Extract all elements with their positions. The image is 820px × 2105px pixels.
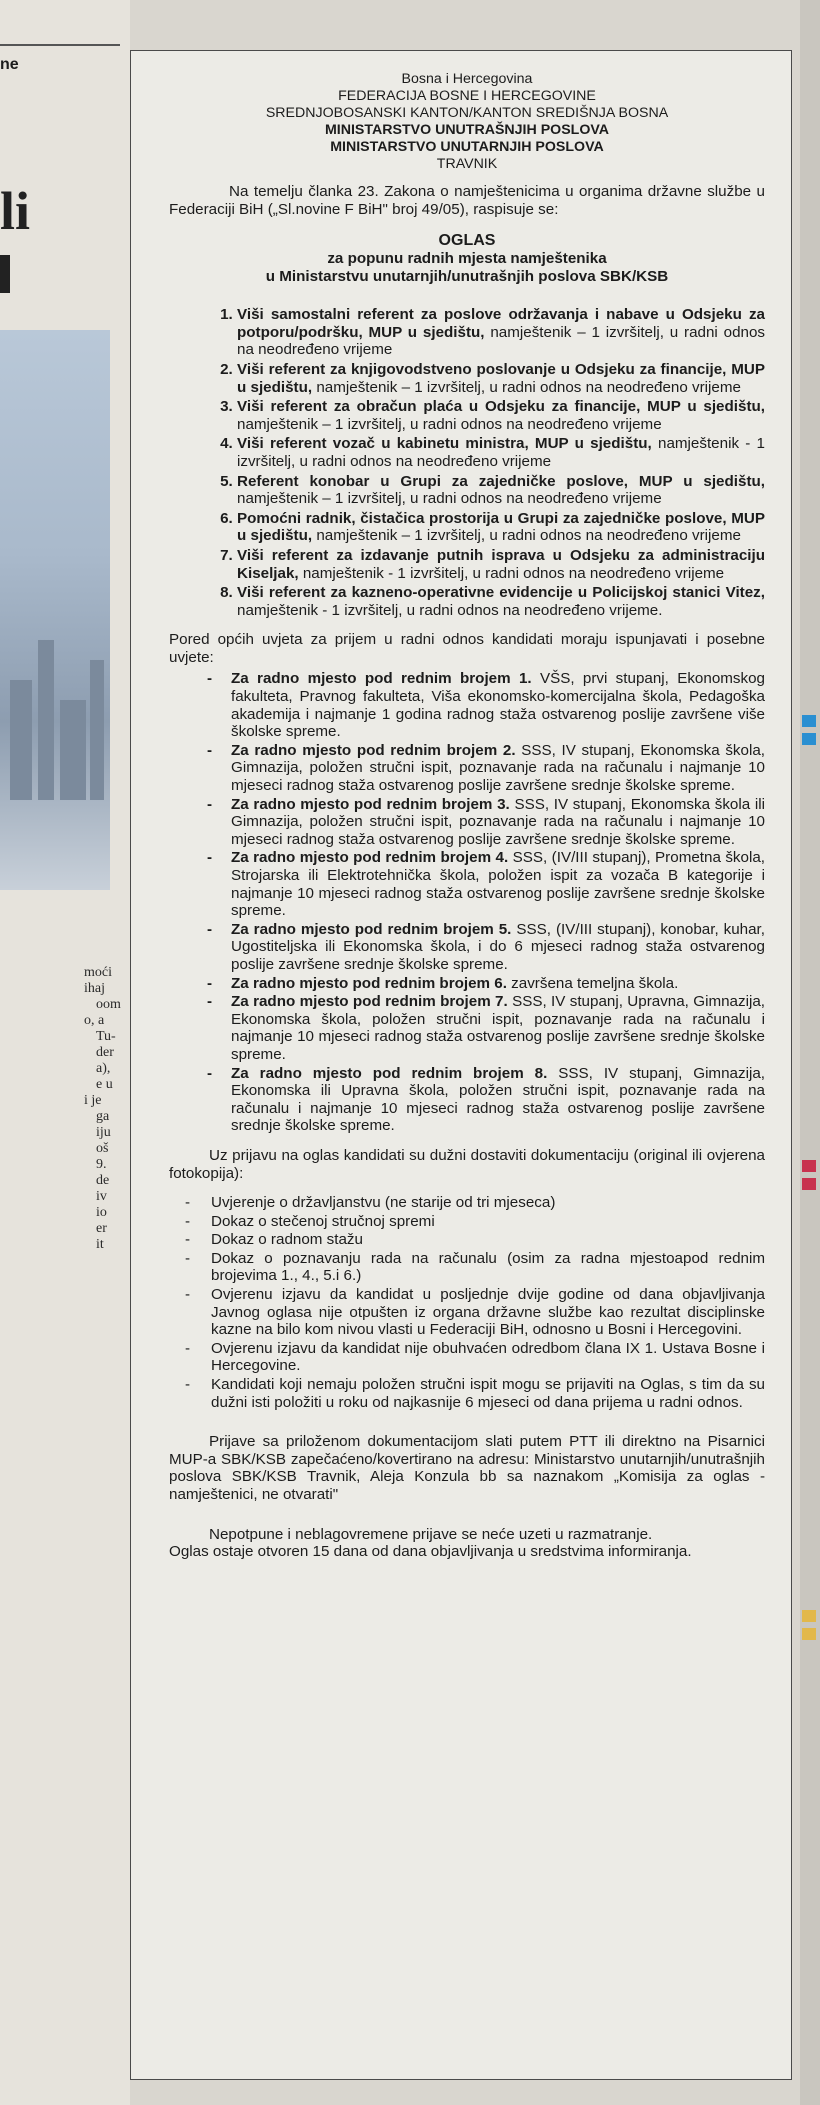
position-item: 5. Referent konobar u Grupi za zajedničke poslove, MUP u sjedištu, namještenik – 1 izvršitelj, u radni odnos na neodređeno vrijeme — [237, 473, 765, 508]
header-canton: SREDNJOBOSANSKI KANTON/KANTON SREDIŠNJA BOSNA — [265, 105, 669, 121]
requirement-item: - Za radno mjesto pod rednim brojem 5. SSS, (IV/III stupanj), konobar, kuhar, Ugostiteljska ili Ekonomska škola, i do 6 mjeseci radnog staža ostvarenog poslije završene srednje školske spreme. — [231, 921, 765, 974]
document-item: - Dokaz o radnom stažu — [211, 1231, 765, 1249]
document-item: - Kandidati koji nemaju položen stručni ispit mogu se prijaviti na Oglas, s tim da su dužni isti položiti u roku od najkasnije 6 mjeseci od dana prijema u radni odnos. — [211, 1376, 765, 1411]
header-federation: FEDERACIJA BOSNE I HERCEGOVINE — [338, 88, 596, 104]
adjacent-rule — [0, 44, 120, 46]
requirement-item: - Za radno mjesto pod rednim brojem 2. SSS, IV stupanj, Ekonomska škola, Gimnazija, položen stručni ispit, poznavanje rada na računalu i najmanje 10 mjeseci radnog staža ostvarenog poslije završene srednje školske spreme. — [231, 742, 765, 795]
header-ministry-1: MINISTARSTVO UNUTRAŠNJIH POSLOVA — [324, 122, 610, 138]
position-item: 7. Viši referent za izdavanje putnih isprava u Odsjeku za administraciju Kiseljak, namještenik - 1 izvršitelj, u radni odnos na neodređeno vrijeme — [237, 547, 765, 582]
color-mark-blue-2 — [802, 733, 816, 745]
adjacent-text-fragment: iv — [96, 1189, 107, 1204]
adjacent-text-fragment: de — [96, 1173, 110, 1188]
position-item: 4. Viši referent vozač u kabinetu ministra, MUP u sjedištu, namještenik - 1 izvršitelj, u radni odnos na neodređeno vrijeme — [237, 435, 765, 470]
document-item: - Dokaz o stečenoj stručnoj spremi — [211, 1213, 765, 1231]
adjacent-text-fragment: ga — [96, 1109, 110, 1124]
adjacent-text-fragment: er — [96, 1221, 107, 1236]
position-item: 8. Viši referent za kazneno-operativne evidencije u Policijskoj stanici Vitez, namještenik - 1 izvršitelj, u radni odnos na neodređeno vrijeme. — [237, 584, 765, 619]
document-item: - Ovjerenu izjavu da kandidat nije obuhvaćen odredbom člana IX 1. Ustava Bosne i Hercegovine. — [211, 1340, 765, 1375]
announcement-title — [169, 232, 765, 286]
adjacent-text-fragment: Tu- — [96, 1029, 116, 1044]
adjacent-text-fragment: io — [96, 1205, 107, 1220]
position-item: 1. Viši samostalni referent za poslove održavanja i nabave u Odsjeku za potporu/podršku, MUP u sjedištu, namještenik – 1 izvršitelj, u radni odnos na neodređeno vrijeme — [237, 306, 765, 359]
document-item: - Dokaz o poznavanju rada na računalu (osim za radna mjestoapod rednim brojevima 1., 4., 5.i 6.) — [211, 1250, 765, 1285]
adjacent-text-fragment: i je — [84, 1093, 102, 1108]
document-item: - Ovjerenu izjavu da kandidat u posljednje dvije godine od dana objavljivanja Javnog oglasa nije otpušten iz organa državne službe kao rezultat disciplinske kazne na bilo kom nivou vlasti u Federaciji BiH, odnosno u Bosni i Hercegovini. — [211, 1286, 765, 1339]
requirement-item: - Za radno mjesto pod rednim brojem 1. VŠS, prvi stupanj, Ekonomskog fakulteta, Pravnog fakulteta, Viša ekonomsko-komercijalna škola, Pedagoška akademija i najmanje 1 godina radnog staža ostvarenog poslije završene više školske spreme. — [231, 670, 765, 740]
adjacent-big-title-fragment: li — [0, 181, 31, 241]
adjacent-text-fragment: 9. — [96, 1157, 107, 1172]
documents-intro: Uz prijavu na oglas kandidati su dužni dostaviti dokumentaciju (original ili ovjerena fotokopija): — [169, 1146, 765, 1182]
right-margin — [800, 0, 820, 2105]
position-item: 6. Pomoćni radnik, čistačica prostorija u Grupi za zajedničke poslove, MUP u sjedištu, namještenik – 1 izvršitelj, u radni odnos na neodređeno vrijeme — [237, 510, 765, 545]
closing-section — [169, 1433, 765, 1561]
position-item: 3. Viši referent za obračun plaća u Odsjeku za financije, MUP u sjedištu, namještenik – 1 izvršitelj, u radni odnos na neodređeno vrijeme — [237, 398, 765, 433]
adjacent-text-fragment: der — [96, 1045, 114, 1060]
requirement-item: - Za radno mjesto pod rednim brojem 3. SSS, IV stupanj, Ekonomska škola ili Gimnazija, položen stručni ispit, poznavanje rada na računalu i najmanje 10 mjeseci radnog staža ostvarenog poslije završene srednje školske spreme. — [231, 796, 765, 849]
documents-list — [169, 1194, 765, 1411]
color-mark-red-2 — [802, 1178, 816, 1190]
adjacent-bar — [0, 255, 10, 293]
color-mark-yellow-1 — [802, 1610, 816, 1622]
header-city: TRAVNIK — [436, 156, 498, 172]
requirements-list — [169, 670, 765, 1134]
incomplete-applications-note: Nepotpune i neblagovremene prijave se neće uzeti u razmatranje. — [209, 1525, 653, 1543]
color-mark-yellow-2 — [802, 1628, 816, 1640]
color-mark-red-1 — [802, 1160, 816, 1172]
adjacent-text-fragment: moći — [84, 965, 112, 980]
header-country: Bosna i Hercegovina — [401, 71, 533, 87]
job-announcement — [130, 50, 792, 2080]
adjacent-photo — [0, 330, 110, 890]
adjacent-text-fragment: it — [96, 1237, 104, 1252]
requirement-item: - Za radno mjesto pod rednim brojem 7. SSS, IV stupanj, Upravna, Gimnazija, Ekonomska škola, položen stručni ispit, poznavanje rada na računalu i najmanje 10 mjeseci radnog staža ostvarenog poslije završene srednje školske spreme. — [231, 993, 765, 1063]
title-line-3: u Ministarstvu unutarnjih/unutrašnjih poslova SBK/KSB — [265, 268, 669, 286]
requirement-item: - Za radno mjesto pod rednim brojem 6. završena temeljna škola. — [231, 975, 765, 993]
requirement-item: - Za radno mjesto pod rednim brojem 8. SSS, IV stupanj, Gimnazija, Ekonomska ili Upravna škola, položen stručni ispit, poznavanje rada na računalu i najmanje 10 mjeseci radnog staža ostvarenog poslije završene srednje školske spreme. — [231, 1065, 765, 1135]
adjacent-text-fragment: a), — [96, 1061, 111, 1076]
position-item: 2. Viši referent za knjigovodstveno poslovanje u Odsjeku za financije, MUP u sjedištu, namještenik – 1 izvršitelj, u radni odnos na neodređeno vrijeme — [237, 361, 765, 396]
legal-basis-intro: Na temelju članka 23. Zakona o namještenicima u organima državne službe u Federaciji BiH („Sl.novine F BiH" broj 49/05), raspisuje se: — [169, 183, 765, 218]
requirement-item: - Za radno mjesto pod rednim brojem 4. SSS, (IV/III stupanj), Prometna škola, Strojarska ili Elektrotehnička škola, položen ispit za vozača B kategorije i najmanje 10 mjeseci radnog staža ostvarenog poslije završene srednje školske spreme. — [231, 849, 765, 919]
issuer-header — [169, 71, 765, 173]
open-period-note: Oglas ostaje otvoren 15 dana od dana objavljivanja u sredstvima informiranja. — [169, 1543, 692, 1561]
adjacent-text-fragment: o, a — [84, 1013, 105, 1028]
document-item: - Uvjerenje o državljanstvu (ne starije od tri mjeseca) — [211, 1194, 765, 1212]
color-mark-blue-1 — [802, 715, 816, 727]
general-conditions: Pored općih uvjeta za prijem u radni odnos kandidati moraju ispunjavati i posebne uvjete: — [169, 631, 765, 666]
title-line-2: za popunu radnih mjesta namještenika — [327, 250, 607, 268]
adjacent-text-fragment: oom — [96, 997, 121, 1012]
submission-instructions: Prijave sa priloženom dokumentacijom slati putem PTT ili direktno na Pisarnici MUP-a SBK/KSB zapečaćeno/kovertirano na adresu: Ministarstvo unutarnjih/unutrašnjih poslova SBK/KSB Travnik, Aleja Konzula bb sa naznakom „Komisija za oglas - namještenici, ne otvarati" — [169, 1433, 765, 1503]
adjacent-page-strip — [0, 0, 130, 2105]
adjacent-text-fragment: iju — [96, 1125, 111, 1140]
adjacent-heading-fragment: ne — [0, 56, 19, 73]
adjacent-text-fragment: e u — [96, 1077, 113, 1092]
header-ministry-2: MINISTARSTVO UNUTARNJIH POSLOVA — [330, 139, 604, 155]
positions-list — [169, 306, 765, 619]
adjacent-text-fragment: ihaj — [84, 981, 105, 996]
title-oglas: OGLAS — [438, 232, 496, 250]
adjacent-text-fragment: oš — [96, 1141, 109, 1156]
